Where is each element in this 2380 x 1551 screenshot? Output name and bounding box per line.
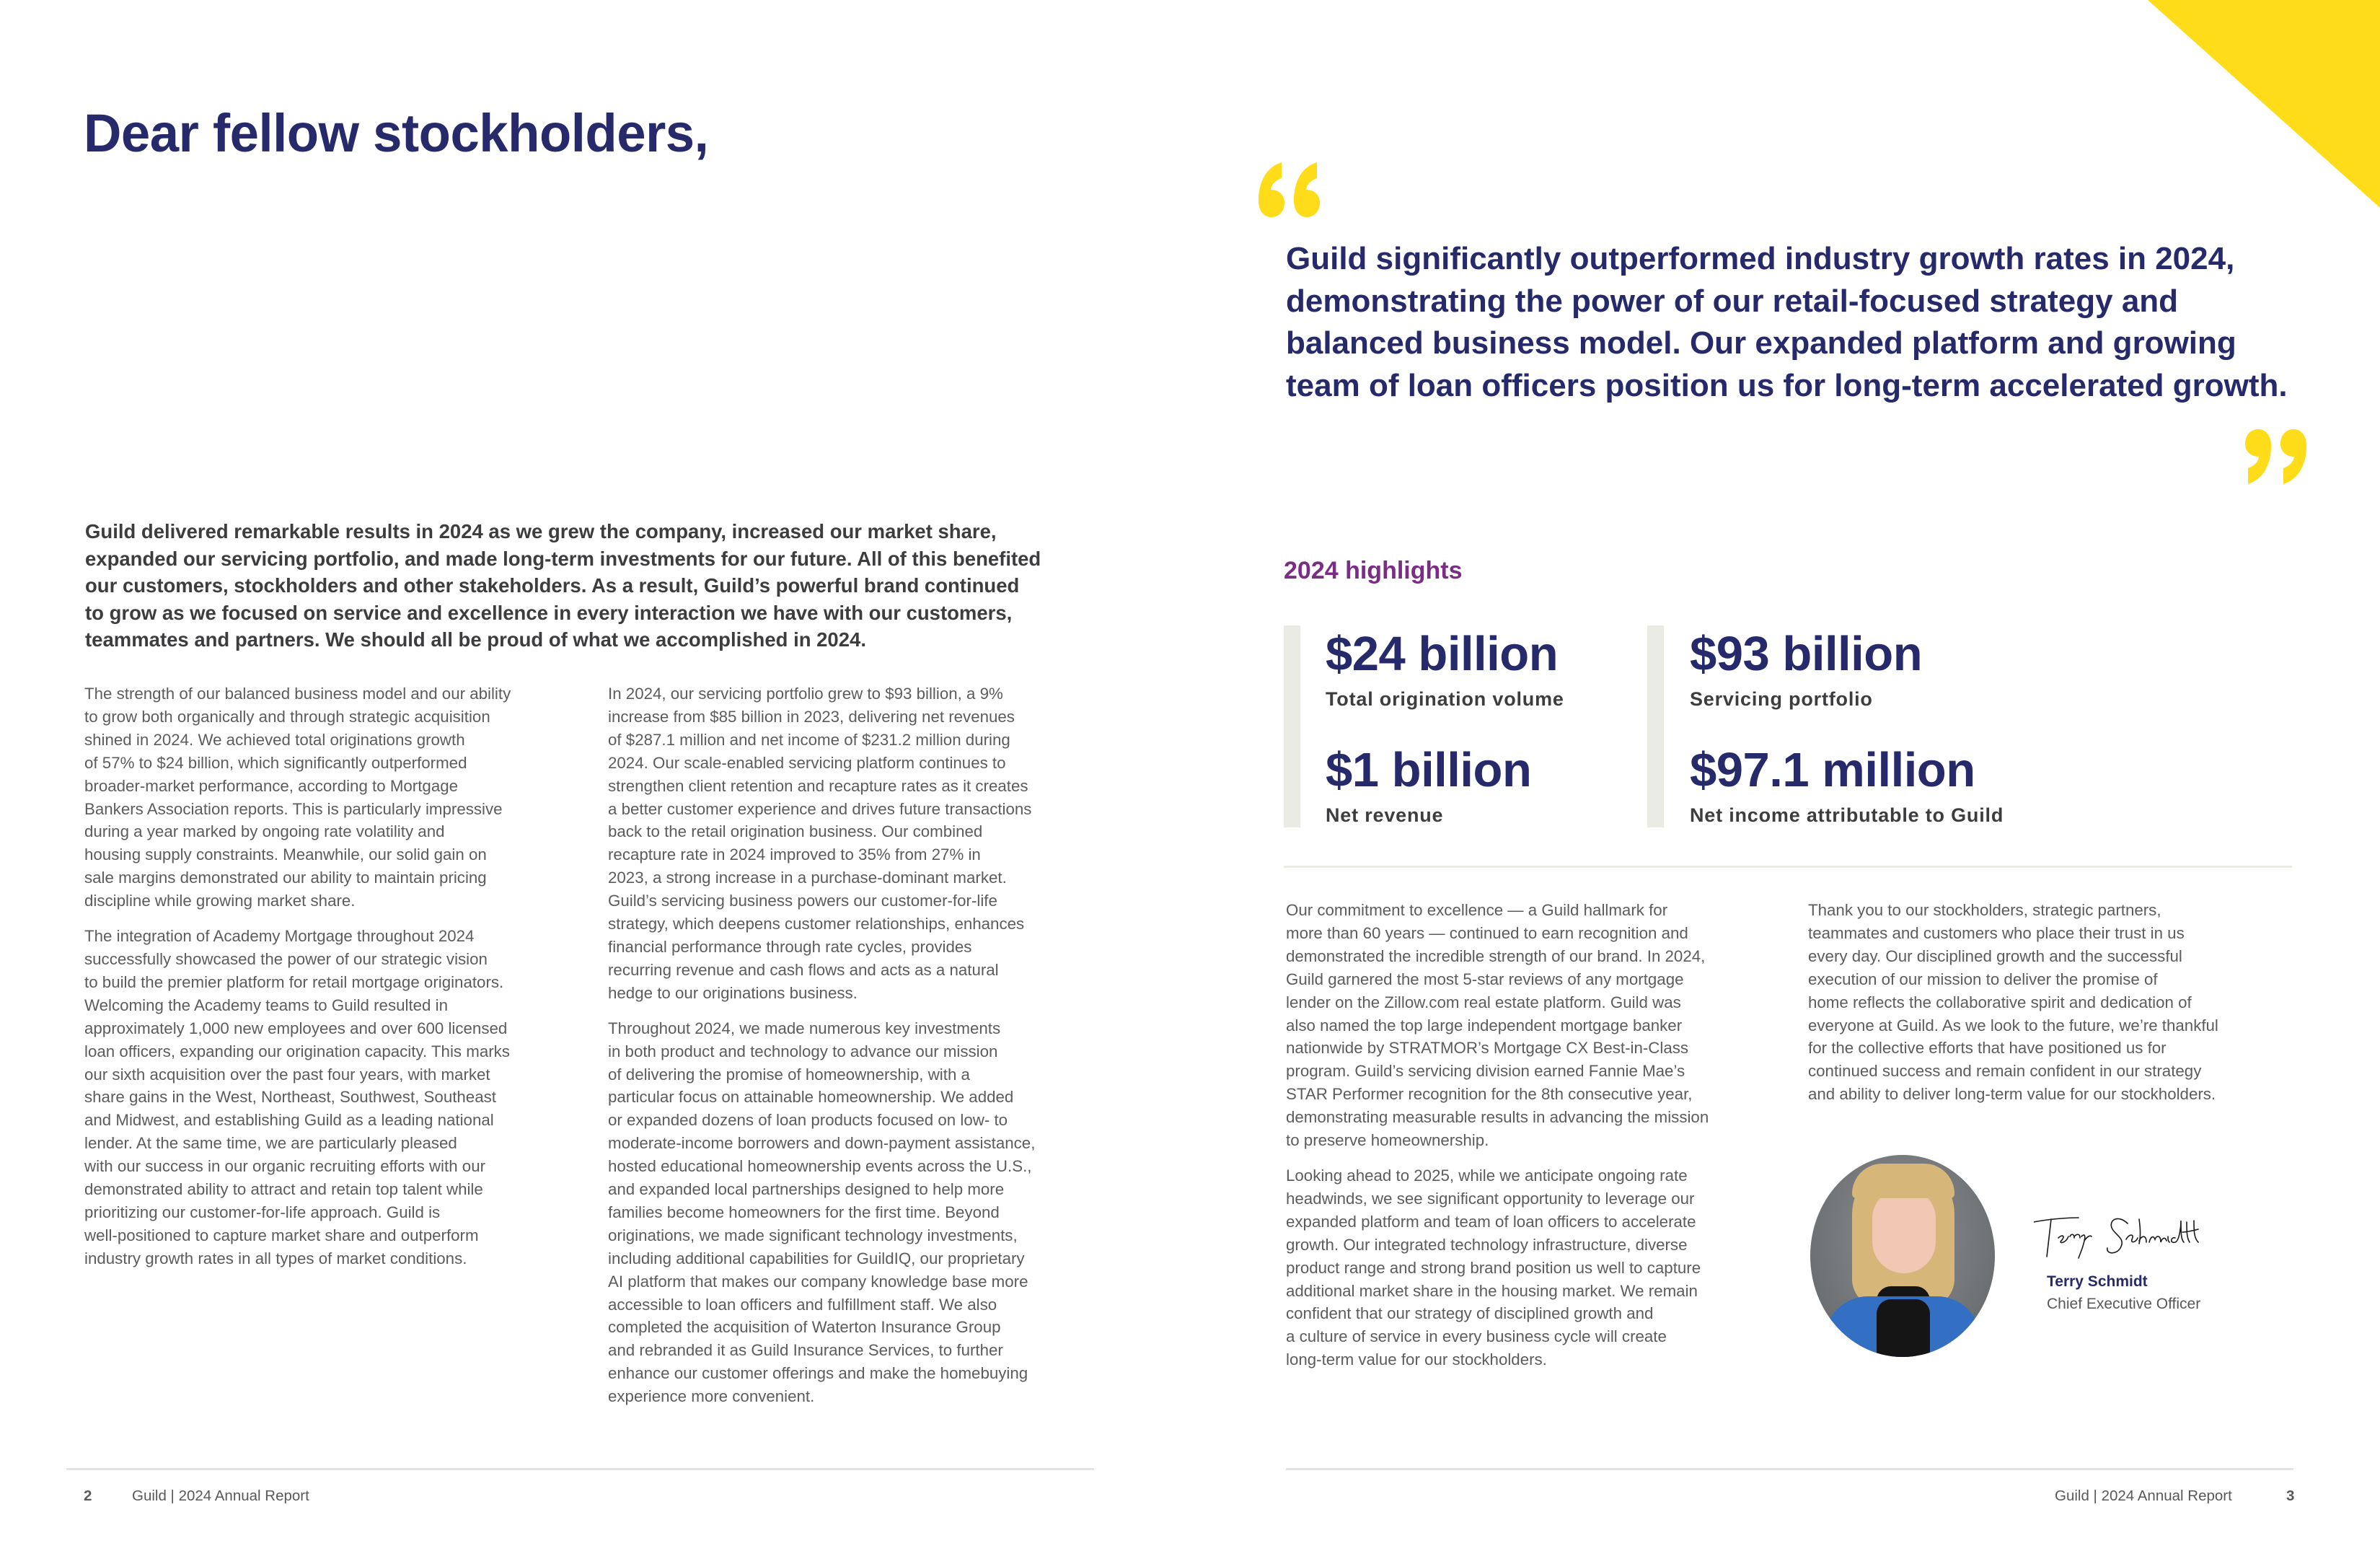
- text-line: and expanded local partnerships designed to help more: [608, 1180, 1005, 1199]
- stat-label: Net revenue: [1326, 804, 1444, 826]
- text-line: expanded platform and team of loan officers to accelerate: [1286, 1212, 1696, 1231]
- text-line: The strength of our balanced business model and our ability: [84, 685, 511, 703]
- paragraph-strength: [84, 682, 546, 913]
- stat-label: Net income attributable to Guild: [1690, 804, 2004, 826]
- text-line: moderate-income borrowers and down-payment assistance,: [608, 1134, 1036, 1153]
- text-line: product range and strong brand position us well to capture: [1286, 1258, 1701, 1277]
- text-line: recurring revenue and cash flows and acts as a natural: [608, 960, 999, 979]
- text-line: increase from $85 billion in 2023, delivering net revenues: [608, 707, 1015, 726]
- text-line: confident that our strategy of disciplined growth and: [1286, 1304, 1654, 1323]
- page-title: Dear fellow stockholders,: [84, 103, 709, 163]
- text-line: Welcoming the Academy teams to Guild resulted in: [84, 996, 448, 1014]
- stat-value: $97.1 million: [1690, 743, 1975, 797]
- text-line: and Midwest, and establishing Guild as a leading national: [84, 1111, 494, 1130]
- text-line: housing supply constraints. Meanwhile, our solid gain on: [84, 845, 487, 864]
- right-column-1: [1286, 899, 1776, 1384]
- text-line: recapture rate in 2024 improved to 35% from 27% in: [608, 845, 981, 864]
- close-quote-icon: [2245, 429, 2314, 488]
- text-line: 2023, a strong increase in a purchase-dominant market.: [608, 869, 1007, 887]
- intro-line: to grow as we focused on service and excellence in every interaction we have with our customers,: [85, 601, 1013, 624]
- text-line: enhance our customer offerings and make the homebuying: [608, 1364, 1028, 1383]
- text-line: Looking ahead to 2025, while we anticipate ongoing rate: [1286, 1166, 1688, 1185]
- text-line: our sixth acquisition over the past four years, with market: [84, 1065, 490, 1084]
- text-line: of delivering the promise of homeownership, with a: [608, 1065, 970, 1084]
- text-line: for the collective efforts that have positioned us for: [1808, 1039, 2167, 1058]
- stat-net-revenue: [1326, 743, 1532, 827]
- footer-divider-right: [1286, 1468, 2293, 1470]
- text-line: and ability to deliver long-term value for our stockholders.: [1808, 1085, 2216, 1104]
- text-line: In 2024, our servicing portfolio grew to $93 billion, a 9%: [608, 685, 1003, 703]
- text-line: during a year marked by ongoing rate volatility and: [84, 822, 445, 841]
- text-line: 2024. Our scale-enabled servicing platform continues to: [608, 753, 1006, 772]
- text-line: a better customer experience and drives future transactions: [608, 799, 1032, 818]
- text-line: in both product and technology to advance our mission: [608, 1042, 998, 1060]
- stat-net-income: [1690, 743, 2004, 827]
- footer-report-label-left: Guild | 2024 Annual Report: [132, 1488, 309, 1504]
- quote-line: demonstrating the power of our retail-focused strategy and: [1286, 283, 2179, 319]
- text-line: lender on the Zillow.com real estate platform. Guild was: [1286, 993, 1681, 1011]
- text-line: sale margins demonstrated our ability to maintain pricing: [84, 869, 487, 887]
- text-line: industry growth rates in all types of market conditions.: [84, 1249, 467, 1267]
- text-line: every day. Our disciplined growth and the successful: [1808, 946, 2182, 965]
- paragraph-academy: [84, 925, 546, 1270]
- pull-quote: [1286, 238, 2310, 407]
- portrait-face: [1872, 1188, 1936, 1273]
- text-line: to build the premier platform for retail mortgage originators.: [84, 972, 504, 991]
- text-line: Thank you to our stockholders, strategic partners,: [1808, 901, 2161, 919]
- ceo-signature: [2034, 1212, 2214, 1262]
- text-line: of 57% to $24 billion, which significantly outperformed: [84, 753, 467, 772]
- highlight-bar-left: [1284, 625, 1300, 827]
- intro-line: our customers, stockholders and other stakeholders. As a result, Guild’s powerful brand continued: [85, 574, 1020, 597]
- text-line: originations, we made significant technology investments,: [608, 1226, 1018, 1244]
- signatory-name: Terry Schmidt: [2047, 1273, 2148, 1290]
- paragraph-servicing: [608, 682, 1106, 1005]
- text-line: prioritizing our customer-for-life approach. Guild is: [84, 1203, 441, 1221]
- text-line: and rebranded it as Guild Insurance Services, to further: [608, 1341, 1003, 1360]
- yellow-corner-triangle: [2148, 0, 2380, 208]
- text-line: nationwide by STRATMOR’s Mortgage CX Best-in-Class: [1286, 1039, 1689, 1058]
- text-line: long-term value for our stockholders.: [1286, 1350, 1547, 1369]
- open-quote-icon: [1259, 162, 1327, 221]
- text-line: strategy, which deepens customer relationships, enhances: [608, 915, 1025, 933]
- stat-origination: [1326, 627, 1564, 711]
- text-line: discipline while growing market share.: [84, 892, 356, 910]
- text-line: a culture of service in every business cycle will create: [1286, 1327, 1667, 1346]
- text-line: home reflects the collaborative spirit and dedication of: [1808, 993, 2192, 1011]
- text-line: headwinds, we see significant opportunity to leverage our: [1286, 1189, 1695, 1208]
- text-line: experience more convenient.: [608, 1387, 815, 1406]
- text-line: broader-market performance, according to Mortgage: [84, 776, 459, 795]
- stat-label: Servicing portfolio: [1690, 688, 1873, 710]
- intro-line: teammates and partners. We should all be proud of what we accomplished in 2024.: [85, 628, 866, 651]
- text-line: more than 60 years — continued to earn recognition and: [1286, 923, 1688, 942]
- text-line: teammates and customers who place their trust in us: [1808, 923, 2185, 942]
- text-line: successfully showcased the power of our strategic vision: [84, 949, 488, 968]
- text-line: STAR Performer recognition for the 8th consecutive year,: [1286, 1085, 1693, 1104]
- left-column-2: [608, 682, 1106, 1420]
- text-line: hedge to our originations business.: [608, 983, 858, 1002]
- text-line: Throughout 2024, we made numerous key investments: [608, 1019, 1001, 1037]
- text-line: share gains in the West, Northeast, Southwest, Southeast: [84, 1088, 496, 1107]
- text-line: with our success in our organic recruiting efforts with our: [84, 1157, 486, 1176]
- portrait-bangs: [1852, 1164, 1954, 1198]
- stat-value: $24 billion: [1326, 627, 1559, 681]
- quote-line: balanced business model. Our expanded platform and growing: [1286, 325, 2236, 361]
- text-line: back to the retail origination business. Our combined: [608, 822, 983, 841]
- text-line: program. Guild’s servicing division earned Fannie Mae’s: [1286, 1062, 1685, 1081]
- text-line: lender. At the same time, we are particularly pleased: [84, 1134, 457, 1153]
- text-line: growth. Our integrated technology infrastructure, diverse: [1286, 1235, 1688, 1254]
- quote-line: team of loan officers position us for long-term accelerated growth.: [1286, 367, 2288, 403]
- text-line: Bankers Association reports. This is particularly impressive: [84, 799, 503, 818]
- text-line: to preserve homeownership.: [1286, 1131, 1489, 1150]
- footer-report-label-right: Guild | 2024 Annual Report: [2055, 1488, 2232, 1504]
- paragraph-excellence: [1286, 899, 1776, 1152]
- text-line: Guild garnered the most 5-star reviews of any mortgage: [1286, 970, 1684, 988]
- text-line: strengthen client retention and recapture rates as it creates: [608, 776, 1028, 795]
- text-line: approximately 1,000 new employees and over 600 licensed: [84, 1019, 508, 1037]
- portrait-collar: [1877, 1299, 1930, 1357]
- text-line: additional market share in the housing market. We remain: [1286, 1281, 1698, 1300]
- text-line: demonstrated the incredible strength of our brand. In 2024,: [1286, 946, 1706, 965]
- stat-label: Total origination volume: [1326, 688, 1564, 710]
- stat-value: $1 billion: [1326, 743, 1532, 797]
- text-line: completed the acquisition of Waterton Insurance Group: [608, 1318, 1001, 1337]
- text-line: Our commitment to excellence — a Guild hallmark for: [1286, 901, 1668, 919]
- paragraph-outlook: [1286, 1164, 1776, 1371]
- stat-servicing: [1690, 627, 1923, 711]
- ceo-portrait: [1810, 1155, 1995, 1357]
- intro-line: expanded our servicing portfolio, and made long-term investments for our future. All of this benefited: [85, 547, 1041, 570]
- page-number-left: 2: [84, 1488, 92, 1504]
- text-line: financial performance through rate cycles, provides: [608, 937, 972, 956]
- text-line: The integration of Academy Mortgage throughout 2024: [84, 927, 475, 946]
- highlight-bar-right: [1647, 625, 1664, 827]
- text-line: or expanded dozens of loan products focused on low- to: [608, 1111, 1008, 1130]
- intro-paragraph: [85, 518, 1124, 654]
- text-line: Guild’s servicing business powers our customer-for-life: [608, 892, 997, 910]
- text-line: particular focus on attainable homeownership. We added: [608, 1088, 1014, 1107]
- text-line: shined in 2024. We achieved total originations growth: [84, 730, 465, 749]
- text-line: well-positioned to capture market share and outperform: [84, 1226, 479, 1244]
- footer-divider-left: [66, 1468, 1094, 1470]
- text-line: continued success and remain confident in our strategy: [1808, 1062, 2202, 1081]
- text-line: loan officers, expanding our origination capacity. This marks: [84, 1042, 510, 1060]
- signatory-title: Chief Executive Officer: [2047, 1296, 2201, 1312]
- paragraph-thanks: [1808, 899, 2299, 1106]
- text-line: of $287.1 million and net income of $231.2 million during: [608, 730, 1010, 749]
- text-line: AI platform that makes our company knowledge base more: [608, 1272, 1028, 1291]
- text-line: demonstrated ability to attract and retain top talent while: [84, 1180, 483, 1199]
- paragraph-investments: [608, 1017, 1106, 1408]
- quote-line: Guild significantly outperformed industry growth rates in 2024,: [1286, 241, 2235, 276]
- text-line: hosted educational homeownership events across the U.S.,: [608, 1157, 1032, 1176]
- intro-line: Guild delivered remarkable results in 2024 as we grew the company, increased our market share,: [85, 520, 997, 542]
- highlights-title: 2024 highlights: [1284, 557, 1463, 584]
- highlights-divider: [1284, 866, 2292, 868]
- text-line: demonstrating measurable results in advancing the mission: [1286, 1108, 1709, 1127]
- page-number-right: 3: [2286, 1488, 2295, 1504]
- text-line: including additional capabilities for GuildIQ, our proprietary: [608, 1249, 1025, 1267]
- text-line: to grow both organically and through strategic acquisition: [84, 707, 490, 726]
- text-line: also named the top large independent mortgage banker: [1286, 1016, 1683, 1034]
- right-column-2: [1808, 899, 2299, 1118]
- text-line: everyone at Guild. As we look to the future, we’re thankful: [1808, 1016, 2218, 1034]
- text-line: families become homeowners for the first time. Beyond: [608, 1203, 1000, 1221]
- left-column-1: [84, 682, 546, 1283]
- text-line: execution of our mission to deliver the promise of: [1808, 970, 2158, 988]
- text-line: accessible to loan officers and fulfillment staff. We also: [608, 1295, 997, 1314]
- stat-value: $93 billion: [1690, 627, 1923, 681]
